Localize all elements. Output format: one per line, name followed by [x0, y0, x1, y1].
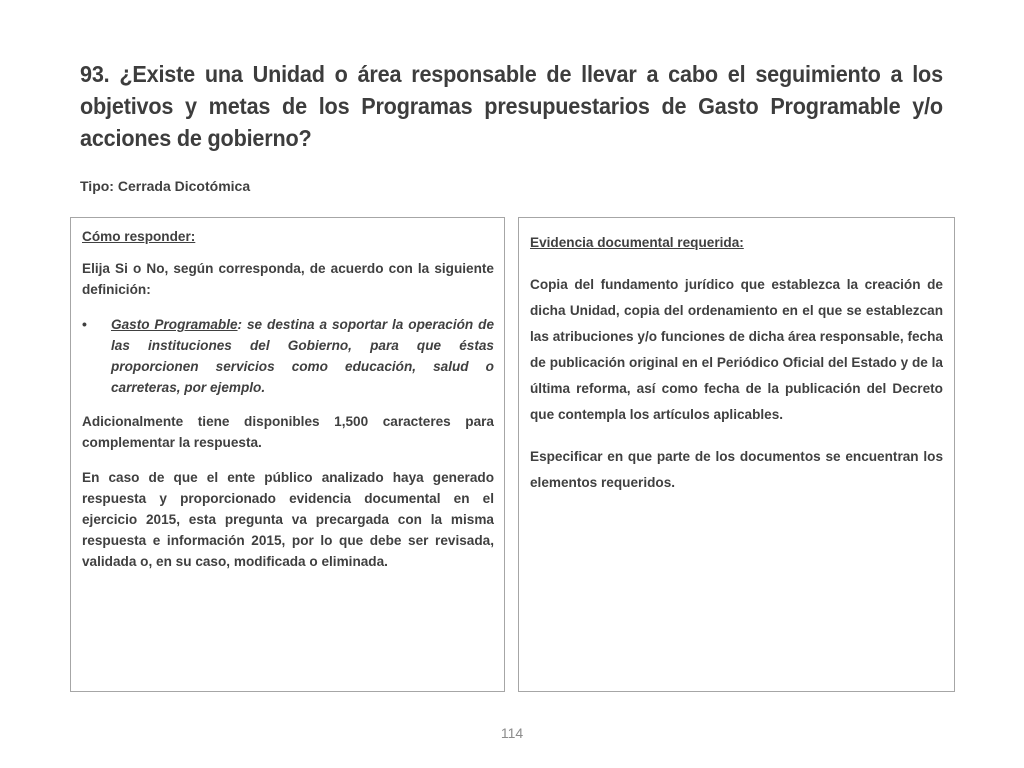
bullet-icon: •: [82, 316, 87, 332]
preloaded-answer-text: En caso de que el ente público analizado haya generado respuesta y proporcionado evidencia documental en el ejercicio 2015, esta pregunta va precargada con la misma respuesta e información 2015, por lo que debe ser revisada, validada o, en su caso, modificada o eliminada.: [82, 470, 494, 569]
definition-bullet: [82, 314, 494, 398]
how-to-answer-heading: Cómo responder:: [82, 229, 196, 244]
question-type: Tipo: Cerrada Dicotómica: [80, 178, 251, 194]
definition-body: : se destina a soportar la operación de las instituciones del Gobierno, para que éstas proporcionen servicios como educación, salud o carreteras, por ejemplo.: [111, 317, 495, 395]
required-evidence-heading: Evidencia documental requerida:: [530, 235, 744, 250]
definition-term: Gasto Programable: [111, 317, 238, 332]
evidence-copy-text: Copia del fundamento jurídico que establezca la creación de dicha Unidad, copia del ordenamiento en el que se establezcan las atribuciones y/o funciones de dicha área responsable, fecha de publicación original en el Periódico Oficial del Estado y de la última reforma, así como fecha de la publicación del Decreto que contempla los artículos aplicables.: [530, 277, 943, 422]
question-title: 93. ¿Existe una Unidad o área responsable de llevar a cabo el seguimiento a los objetivos y metas de los Programas presupuestarios de Gasto Programable y/o acciones de gobierno?: [80, 61, 943, 151]
required-evidence-box: [518, 217, 955, 692]
instructions-text: Elija Si o No, según corresponda, de acuerdo con la siguiente definición:: [82, 261, 494, 297]
evidence-specify-text: Especificar en que parte de los documentos se encuentran los elementos requeridos.: [530, 449, 943, 490]
how-to-answer-box: [70, 217, 505, 692]
definition-text: [111, 314, 494, 398]
additional-chars-text: Adicionalmente tiene disponibles 1,500 caracteres para complementar la respuesta.: [82, 414, 494, 450]
page-number: 114: [500, 725, 524, 741]
